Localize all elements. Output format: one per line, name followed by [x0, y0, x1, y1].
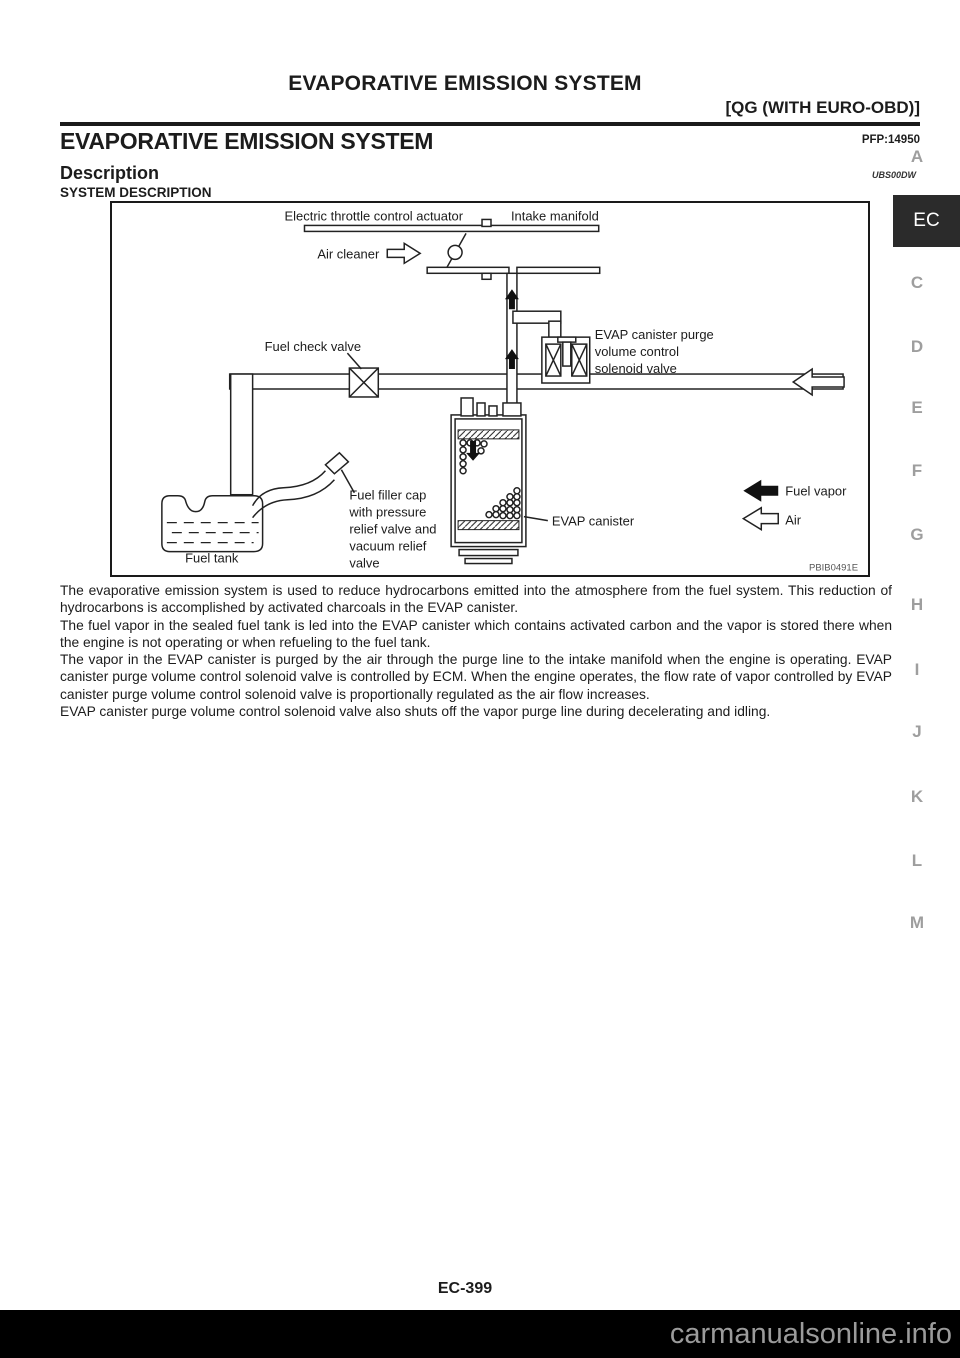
solenoid-plunger — [563, 342, 571, 366]
label-filler-cap-line1: Fuel filler cap — [349, 487, 427, 503]
label-intake-manifold: Intake manifold — [510, 208, 599, 224]
section-letter-k: K — [910, 787, 924, 806]
vapor-air-line — [230, 374, 843, 389]
section-letter-f: F — [911, 461, 923, 480]
evap-system-diagram — [112, 203, 868, 575]
check-valve-leader — [347, 353, 361, 369]
section-letter-g: G — [910, 525, 924, 544]
label-filler-cap-line4: vacuum relief — [349, 538, 427, 554]
system-description-heading: SYSTEM DESCRIPTION — [60, 185, 212, 200]
label-evap-canister: EVAP canister — [551, 513, 635, 529]
canister-leader — [524, 517, 548, 521]
label-fuel-check-valve: Fuel check valve — [264, 339, 362, 355]
legend-air-arrow-icon — [743, 508, 778, 530]
section-letter-l: L — [911, 851, 923, 870]
label-electric-throttle: Electric throttle control actuator — [284, 208, 464, 224]
running-header-title: EVAPORATIVE EMISSION SYSTEM — [288, 72, 642, 95]
section-letter-h: H — [910, 595, 924, 614]
section-tab-ec: EC — [893, 195, 960, 247]
label-purge-valve-line3: solenoid valve — [594, 361, 677, 377]
label-fuel-tank: Fuel tank — [185, 550, 239, 566]
canister-base — [459, 550, 518, 556]
canister-filter-top — [458, 430, 519, 439]
section-letter-c: C — [910, 273, 924, 292]
label-purge-valve-line1: EVAP canister purge — [594, 327, 714, 343]
canister-filter-bottom — [458, 521, 519, 530]
throttle-body-pipe-left — [427, 267, 509, 273]
section-title: EVAPORATIVE EMISSION SYSTEM — [60, 128, 434, 154]
watermark-text: carmanualsonline.info — [669, 1318, 952, 1350]
description-text — [60, 582, 892, 720]
manifold-stub — [482, 219, 491, 226]
figure-code: PBIB0491E — [809, 562, 859, 574]
watermark-bar — [0, 1310, 960, 1358]
label-purge-valve-line2: volume control — [594, 344, 679, 360]
section-letter-d: D — [910, 337, 924, 356]
paragraph: EVAP canister purge volume control solenoid valve also shuts off the vapor purge line during decelerating and idling. — [60, 704, 771, 720]
label-filler-cap-line2: with pressure — [349, 504, 427, 520]
canister-neck — [503, 403, 521, 416]
filler-tube-inner — [253, 480, 335, 518]
air-inlet-arrow-icon — [793, 369, 844, 395]
paragraph: The vapor in the EVAP canister is purged by the air through the purge line to the intake manifold when the engine is operating. EVAP canister purge volume control solenoid valve is controlled by ECM. When the engine operates, the flow rate of vapor controlled by EVAP canister purge volume control solenoid valve is proportionally regulated as the air flow increases. — [60, 652, 892, 702]
legend-fuel-vapor-arrow-icon — [743, 480, 778, 502]
label-filler-cap-line5: valve — [349, 555, 380, 571]
section-letter-i: I — [914, 660, 920, 679]
fuel-tank-body — [162, 496, 263, 552]
system-diagram-figure — [110, 201, 870, 577]
subsection-code: UBS00DW — [871, 170, 916, 180]
purge-branch-drop — [549, 321, 561, 337]
throttle-body-pipe-right — [517, 267, 600, 273]
legend-fuel-vapor-label: Fuel vapor — [785, 483, 847, 499]
paragraph: The evaporative emission system is used to reduce hydrocarbons emitted into the atmosphere from the fuel system. This reduction of hydrocarbons is accomplished by activated charcoals in the EVAP canister. — [60, 583, 892, 616]
intake-manifold-pipe — [304, 225, 598, 231]
pfp-code: PFP:14950 — [861, 134, 920, 146]
filler-tube-outer — [253, 471, 326, 506]
paragraph: The fuel vapor in the sealed fuel tank is led into the EVAP canister which contains activated carbon and the vapor is stored there when the engine is not operating or when refueling to the fuel tank. — [60, 617, 892, 650]
canister-neck — [477, 403, 485, 416]
subsection-title: Description — [60, 163, 160, 183]
throttle-stub — [482, 273, 491, 279]
section-letter-a: A — [910, 147, 924, 166]
page-number: EC-399 — [437, 1280, 493, 1297]
label-air-cleaner: Air cleaner — [317, 246, 380, 262]
section-letter-e: E — [911, 398, 923, 417]
fuel-filler-cap-symbol — [325, 453, 348, 474]
canister-base — [465, 559, 512, 564]
canister-neck — [461, 398, 473, 416]
section-letter-m: M — [909, 913, 925, 932]
legend-air-label: Air — [785, 512, 802, 528]
running-header-subtitle: [QG (WITH EURO-OBD)] — [725, 98, 920, 117]
air-cleaner-arrow-icon — [387, 243, 420, 263]
header-divider — [60, 122, 920, 126]
label-filler-cap-line3: relief valve and — [349, 521, 437, 537]
tank-riser-pipe — [231, 374, 253, 495]
throttle-plate-circle — [448, 245, 462, 259]
section-letter-j: J — [912, 722, 922, 741]
canister-neck — [489, 406, 497, 416]
